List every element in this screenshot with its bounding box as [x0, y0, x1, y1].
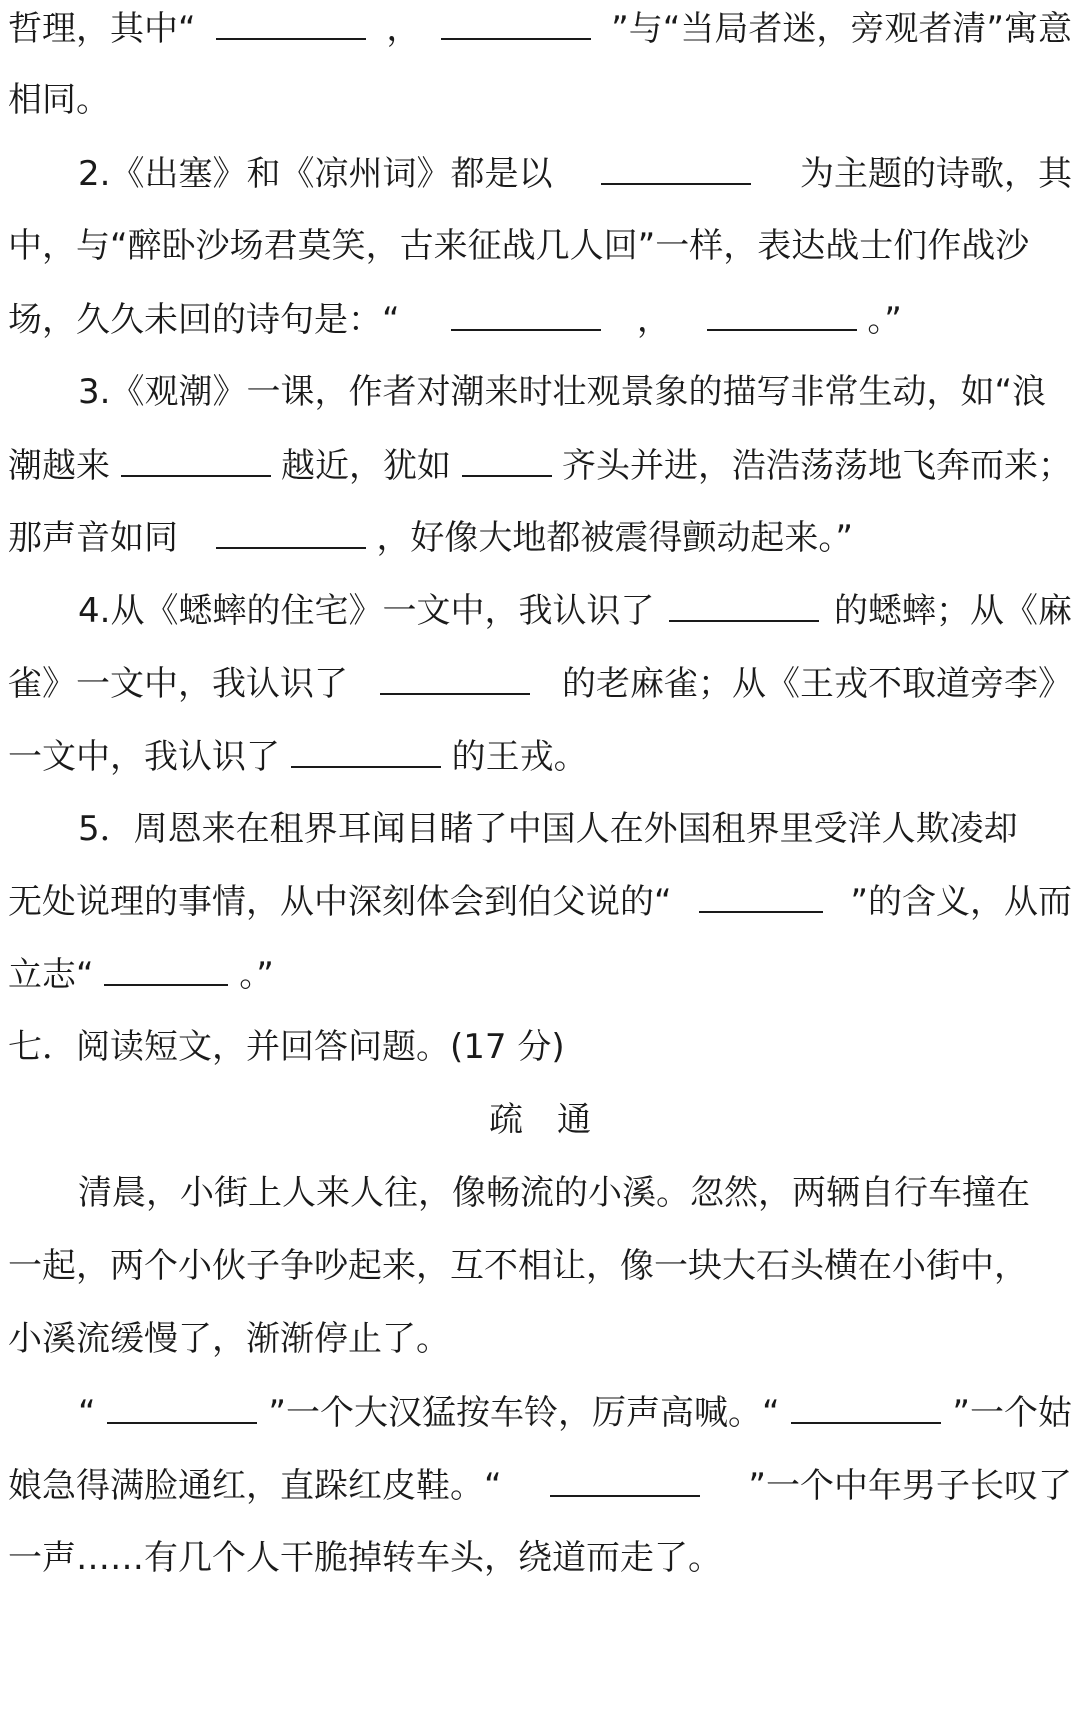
text-segment: “	[78, 1393, 96, 1433]
question-3-line-2	[8, 437, 1072, 493]
question-4-line-3	[8, 728, 1072, 784]
text-segment: 。”	[239, 955, 274, 995]
text-segment: 娘急得满脸通红，直跺红皮鞋。“	[8, 1466, 502, 1506]
passage-line-6	[8, 1530, 1072, 1586]
text-segment: 雀》一文中，我认识了	[8, 664, 348, 704]
text-segment: 潮越来	[8, 446, 110, 486]
fill-blank[interactable]	[380, 655, 530, 695]
passage-line-1	[78, 1165, 1072, 1221]
question-5-line-2	[8, 873, 1072, 929]
fill-blank[interactable]	[216, 0, 366, 40]
question-4-line-1	[78, 582, 1072, 638]
text-segment: 哲理，其中“	[8, 9, 196, 49]
text-segment: 一文中，我认识了	[8, 737, 280, 777]
text-segment: ，	[636, 300, 671, 340]
question-5-line-1	[78, 801, 1072, 857]
text-segment: ”一个姑	[952, 1393, 1072, 1433]
fill-blank[interactable]	[699, 873, 823, 913]
text-segment: 清晨，小街上人来人往，像畅流的小溪。忽然，两辆自行车撞在	[78, 1173, 1030, 1213]
text-segment: 立志“	[8, 955, 94, 995]
passage-title: 疏 通	[489, 1100, 591, 1140]
fill-blank[interactable]	[550, 1457, 700, 1497]
passage-line-4	[78, 1384, 1072, 1440]
fill-blank[interactable]	[791, 1384, 941, 1424]
question-3-line-1	[78, 364, 1072, 420]
fill-blank[interactable]	[601, 145, 751, 185]
text-segment: 一起，两个小伙子争吵起来，互不相让，像一块大石头横在小街中，	[8, 1246, 1028, 1286]
fill-blank[interactable]	[669, 582, 819, 622]
text-segment: 无处说理的事情，从中深刻体会到伯父说的“	[8, 882, 672, 922]
passage-line-3	[8, 1311, 1072, 1367]
text-segment: 齐头并进，浩浩荡荡地飞奔而来；	[562, 446, 1072, 486]
section-7-heading	[8, 1019, 1072, 1075]
text-line-2	[8, 72, 1072, 128]
text-segment: 场，久久未回的诗句是：“	[8, 300, 400, 340]
question-4-line-2	[8, 655, 1072, 711]
text-segment: 七．阅读短文，并回答问题。(17 分)	[8, 1027, 565, 1067]
passage-line-5	[8, 1457, 1072, 1513]
text-segment: ，好像大地都被震得颤动起来。”	[376, 518, 854, 558]
text-segment: 2.《出塞》和《凉州词》都是以	[78, 154, 553, 194]
text-line-1	[8, 0, 1072, 56]
text-segment: ”一个大汉猛按车铃，厉声高喊。“	[268, 1393, 780, 1433]
fill-blank[interactable]	[121, 437, 271, 477]
text-segment: ，	[386, 9, 421, 49]
text-segment: 中，与“醉卧沙场君莫笑，古来征战几人回”一样，表达战士们作战沙	[8, 226, 1030, 266]
fill-blank[interactable]	[441, 0, 591, 40]
text-segment: 3.《观潮》一课，作者对潮来时壮观景象的描写非常生动，如“浪	[78, 372, 1047, 412]
passage-line-2	[8, 1238, 1072, 1294]
text-segment: 的王戎。	[451, 737, 588, 777]
question-2-line-2	[8, 218, 1072, 274]
text-segment: ”的含义，从而	[850, 882, 1072, 922]
question-3-line-3	[8, 509, 1072, 565]
fill-blank[interactable]	[462, 437, 552, 477]
text-segment: 一声……有几个人干脆掉转车头，绕道而走了。	[8, 1538, 722, 1578]
question-2-line-1	[78, 145, 1072, 201]
text-segment: 的老麻雀；从《王戎不取道旁李》	[562, 664, 1072, 704]
text-segment: 5．周恩来在租界耳闻目睹了中国人在外国租界里受洋人欺凌却	[78, 809, 1018, 849]
text-segment: 。”	[867, 300, 902, 340]
text-segment: 那声音如同	[8, 518, 178, 558]
fill-blank[interactable]	[707, 291, 857, 331]
question-2-line-3	[8, 291, 1072, 347]
fill-blank[interactable]	[107, 1384, 257, 1424]
question-5-line-3	[8, 946, 1072, 1002]
text-segment: 的蟋蟀；从《麻	[833, 591, 1072, 631]
fill-blank[interactable]	[451, 291, 601, 331]
fill-blank[interactable]	[291, 728, 441, 768]
text-segment: 为主题的诗歌，其	[799, 154, 1072, 194]
fill-blank[interactable]	[216, 509, 366, 549]
text-segment: ”一个中年男子长叹了	[748, 1466, 1072, 1506]
text-segment: 相同。	[8, 80, 110, 120]
text-segment: ”与“当局者迷，旁观者清”寓意	[611, 9, 1072, 49]
text-segment: 越近，犹如	[281, 446, 451, 486]
fill-blank[interactable]	[104, 946, 228, 986]
text-segment: 小溪流缓慢了，渐渐停止了。	[8, 1319, 450, 1359]
text-segment: 4.从《蟋蟀的住宅》一文中，我认识了	[78, 591, 655, 631]
